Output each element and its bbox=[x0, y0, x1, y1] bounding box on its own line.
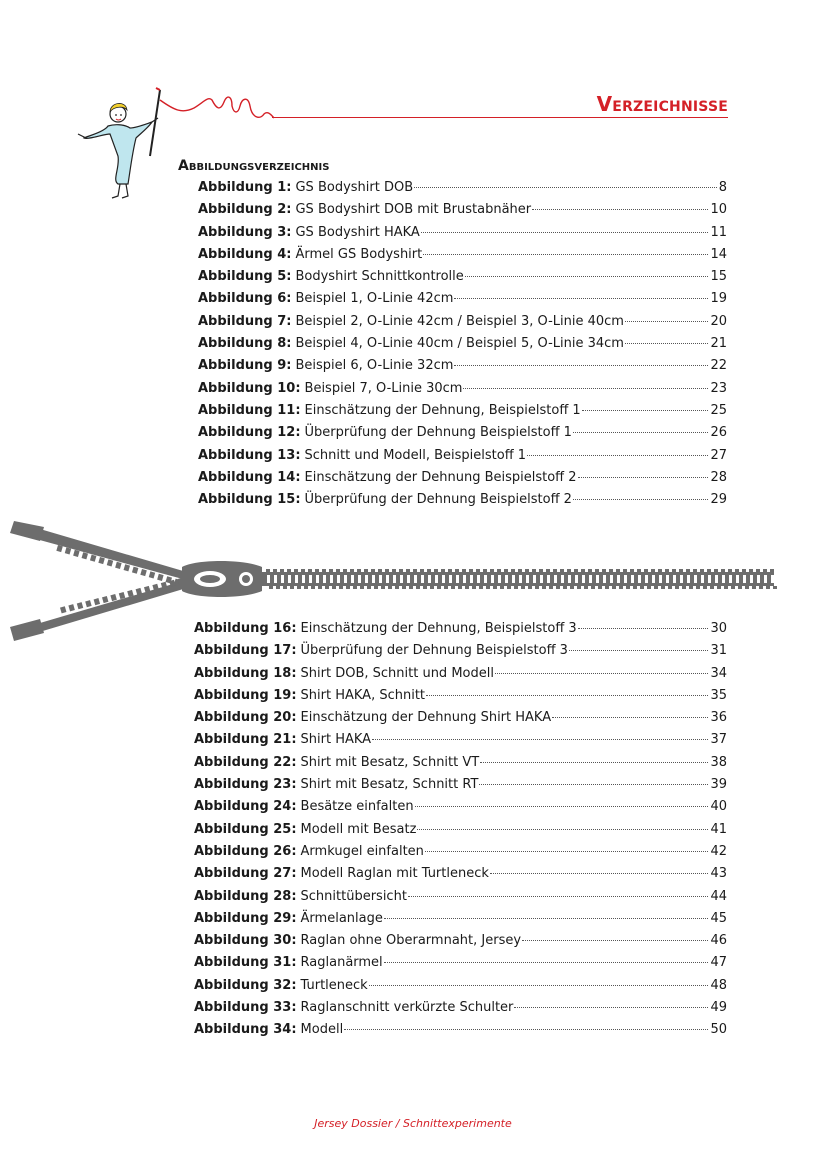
toc-leader bbox=[417, 829, 708, 830]
toc-entry-title: Überprüfung der Dehnung Beispielstoff 3 bbox=[300, 643, 568, 659]
toc-leader bbox=[573, 499, 709, 500]
toc-entry-page: 42 bbox=[710, 843, 727, 859]
toc-entry[interactable] bbox=[194, 688, 727, 710]
toc-entry[interactable] bbox=[198, 225, 727, 247]
toc-entry-label: Abbildung 3: bbox=[198, 224, 292, 240]
toc-leader bbox=[369, 985, 709, 986]
toc-entry-page: 50 bbox=[710, 1022, 727, 1038]
toc-entry-page: 21 bbox=[710, 336, 727, 352]
toc-entry[interactable] bbox=[198, 180, 727, 202]
toc-entry-page: 38 bbox=[710, 754, 727, 770]
toc-entry[interactable] bbox=[194, 822, 727, 844]
toc-entry-title: Modell mit Besatz bbox=[300, 821, 417, 837]
toc-entry[interactable] bbox=[194, 1000, 727, 1022]
toc-leader bbox=[480, 762, 708, 763]
toc-entry[interactable] bbox=[198, 314, 727, 336]
toc-entry[interactable] bbox=[198, 336, 727, 358]
toc-leader bbox=[425, 851, 709, 852]
toc-entry-page: 20 bbox=[710, 313, 727, 329]
toc-entry-title: Shirt HAKA bbox=[300, 732, 372, 748]
toc-leader bbox=[532, 209, 708, 210]
toc-entry-title: Raglanärmel bbox=[300, 955, 383, 971]
toc-entry-title: Modell Raglan mit Turtleneck bbox=[300, 866, 489, 882]
toc-entry-label: Abbildung 16: bbox=[194, 621, 297, 636]
toc-entry-title: Shirt mit Besatz, Schnitt VT bbox=[300, 754, 480, 770]
toc-entry-page: 41 bbox=[710, 821, 727, 837]
toc-entry-page: 36 bbox=[710, 710, 727, 726]
toc-entry-label: Abbildung 25: bbox=[194, 821, 297, 837]
toc-entry-title: Shirt DOB, Schnitt und Modell bbox=[300, 665, 494, 681]
toc-entry[interactable] bbox=[198, 381, 727, 403]
toc-entry-title: Schnittübersicht bbox=[300, 888, 407, 904]
footer-text: Jersey Dossier / Schnittexperimente bbox=[314, 1117, 512, 1130]
toc-entry-label: Abbildung 14: bbox=[198, 469, 301, 485]
toc-entry-label: Abbildung 6: bbox=[198, 291, 292, 307]
toc-entry-page: 47 bbox=[710, 955, 727, 971]
toc-entry[interactable] bbox=[198, 291, 727, 313]
toc-entry-label: Abbildung 23: bbox=[194, 777, 297, 793]
toc-entry-title: Raglan ohne Oberarmnaht, Jersey bbox=[300, 933, 522, 949]
toc-entry[interactable] bbox=[198, 403, 727, 425]
toc-entry-page: 29 bbox=[710, 492, 727, 508]
toc-leader bbox=[426, 695, 708, 696]
toc-entry-title: Shirt mit Besatz, Schnitt RT bbox=[300, 777, 479, 793]
toc-entry-page: 35 bbox=[710, 687, 727, 703]
toc-entry-label: Abbildung 1: bbox=[198, 180, 292, 195]
toc-leader bbox=[582, 410, 709, 411]
toc-leader bbox=[465, 276, 709, 277]
figure-list-top bbox=[198, 180, 727, 514]
toc-entry-title: Modell bbox=[300, 1022, 344, 1038]
toc-leader bbox=[344, 1029, 708, 1030]
toc-leader bbox=[454, 365, 708, 366]
toc-entry-label: Abbildung 24: bbox=[194, 799, 297, 815]
toc-entry-label: Abbildung 27: bbox=[194, 866, 297, 882]
toc-entry-title: Beispiel 7, O-Linie 30cm bbox=[304, 380, 463, 396]
toc-entry-page: 19 bbox=[710, 291, 727, 307]
toc-entry-title: Einschätzung der Dehnung Shirt HAKA bbox=[300, 710, 552, 726]
page-title: Verzeichnisse bbox=[596, 92, 728, 116]
toc-entry[interactable] bbox=[194, 844, 727, 866]
toc-entry-label: Abbildung 15: bbox=[198, 492, 301, 508]
figure-list-bottom bbox=[194, 621, 727, 1045]
toc-entry-page: 10 bbox=[710, 202, 727, 218]
toc-leader bbox=[578, 628, 709, 629]
toc-entry-page: 34 bbox=[710, 665, 727, 681]
toc-entry-label: Abbildung 30: bbox=[194, 933, 297, 949]
toc-entry-title: Ärmelanlage bbox=[300, 910, 383, 926]
toc-entry[interactable] bbox=[194, 955, 727, 977]
toc-entry-label: Abbildung 13: bbox=[198, 447, 301, 463]
toc-entry[interactable] bbox=[198, 202, 727, 224]
toc-entry-title: Überprüfung der Dehnung Beispielstoff 1 bbox=[304, 425, 572, 441]
toc-entry-label: Abbildung 22: bbox=[194, 754, 297, 770]
toc-entry-page: 31 bbox=[710, 643, 727, 659]
toc-entry-label: Abbildung 8: bbox=[198, 336, 292, 352]
toc-leader bbox=[514, 1007, 708, 1008]
toc-entry[interactable] bbox=[198, 470, 727, 492]
toc-entry-label: Abbildung 21: bbox=[194, 732, 297, 748]
toc-entry-label: Abbildung 29: bbox=[194, 910, 297, 926]
toc-entry[interactable] bbox=[194, 666, 727, 688]
toc-entry-label: Abbildung 20: bbox=[194, 710, 297, 726]
toc-entry-title: Beispiel 1, O-Linie 42cm bbox=[295, 291, 454, 307]
toc-entry-label: Abbildung 31: bbox=[194, 955, 297, 971]
toc-entry-label: Abbildung 12: bbox=[198, 425, 301, 441]
toc-entry-page: 30 bbox=[710, 621, 727, 636]
toc-entry-title: Turtleneck bbox=[300, 977, 368, 993]
toc-entry-title: Einschätzung der Dehnung, Beispielstoff 1 bbox=[304, 402, 581, 418]
toc-entry-title: Beispiel 2, O-Linie 42cm / Beispiel 3, O-Linie 40cm bbox=[295, 313, 624, 329]
toc-entry[interactable] bbox=[194, 777, 727, 799]
toc-entry-title: Schnitt und Modell, Beispielstoff 1 bbox=[304, 447, 527, 463]
toc-leader bbox=[372, 739, 708, 740]
toc-entry-label: Abbildung 2: bbox=[198, 202, 292, 218]
toc-entry-title: GS Bodyshirt DOB bbox=[295, 180, 414, 195]
toc-entry-page: 11 bbox=[710, 224, 727, 240]
toc-entry-title: Einschätzung der Dehnung, Beispielstoff 3 bbox=[300, 621, 577, 636]
toc-leader bbox=[552, 717, 708, 718]
toc-entry-label: Abbildung 4: bbox=[198, 246, 292, 262]
toc-entry-label: Abbildung 5: bbox=[198, 269, 292, 285]
toc-entry-label: Abbildung 7: bbox=[198, 313, 292, 329]
toc-entry-title: Armkugel einfalten bbox=[300, 843, 424, 859]
toc-entry[interactable] bbox=[198, 269, 727, 291]
toc-leader bbox=[421, 232, 709, 233]
toc-entry[interactable] bbox=[194, 710, 727, 732]
toc-entry-label: Abbildung 18: bbox=[194, 665, 297, 681]
toc-entry-title: Überprüfung der Dehnung Beispielstoff 2 bbox=[304, 492, 572, 508]
toc-leader bbox=[573, 432, 709, 433]
toc-entry-label: Abbildung 11: bbox=[198, 402, 301, 418]
toc-entry-page: 48 bbox=[710, 977, 727, 993]
toc-entry-page: 49 bbox=[710, 1000, 727, 1016]
toc-entry-title: Besätze einfalten bbox=[300, 799, 414, 815]
section-heading: Abbildungsverzeichnis bbox=[178, 158, 330, 174]
toc-entry[interactable] bbox=[194, 911, 727, 933]
toc-leader bbox=[495, 673, 708, 674]
toc-entry-page: 39 bbox=[710, 777, 727, 793]
toc-entry-page: 37 bbox=[710, 732, 727, 748]
toc-entry-page: 25 bbox=[710, 402, 727, 418]
toc-entry[interactable] bbox=[194, 621, 727, 643]
toc-entry-page: 45 bbox=[710, 910, 727, 926]
toc-entry[interactable] bbox=[198, 492, 727, 514]
toc-leader bbox=[569, 650, 709, 651]
toc-entry[interactable] bbox=[194, 755, 727, 777]
toc-entry[interactable] bbox=[198, 448, 727, 470]
toc-leader bbox=[522, 940, 708, 941]
toc-leader bbox=[527, 455, 708, 456]
toc-entry-page: 27 bbox=[710, 447, 727, 463]
toc-entry-page: 22 bbox=[710, 358, 727, 374]
toc-leader bbox=[490, 873, 709, 874]
toc-leader bbox=[578, 477, 709, 478]
toc-entry-label: Abbildung 10: bbox=[198, 380, 301, 396]
toc-leader bbox=[423, 254, 708, 255]
toc-leader bbox=[415, 806, 709, 807]
toc-leader bbox=[414, 187, 717, 188]
toc-entry-page: 28 bbox=[710, 469, 727, 485]
toc-entry-page: 26 bbox=[710, 425, 727, 441]
toc-entry-title: Beispiel 4, O-Linie 40cm / Beispiel 5, O-Linie 34cm bbox=[295, 336, 624, 352]
toc-entry-page: 15 bbox=[710, 269, 727, 285]
toc-leader bbox=[479, 784, 708, 785]
toc-leader bbox=[454, 298, 708, 299]
toc-entry-label: Abbildung 34: bbox=[194, 1022, 297, 1038]
toc-entry[interactable] bbox=[194, 732, 727, 754]
toc-entry[interactable] bbox=[198, 247, 727, 269]
toc-entry-title: Raglanschnitt verkürzte Schulter bbox=[300, 1000, 514, 1016]
toc-entry-page: 46 bbox=[710, 933, 727, 949]
toc-entry[interactable] bbox=[194, 978, 727, 1000]
toc-leader bbox=[625, 321, 708, 322]
toc-entry-title: Ärmel GS Bodyshirt bbox=[295, 246, 423, 262]
toc-entry[interactable] bbox=[198, 425, 727, 447]
toc-entry[interactable] bbox=[194, 866, 727, 888]
toc-entry-page: 40 bbox=[710, 799, 727, 815]
toc-entry-title: Bodyshirt Schnittkontrolle bbox=[295, 269, 464, 285]
toc-entry-page: 14 bbox=[710, 246, 727, 262]
toc-entry-label: Abbildung 32: bbox=[194, 977, 297, 993]
toc-entry-label: Abbildung 19: bbox=[194, 687, 297, 703]
toc-leader bbox=[625, 343, 708, 344]
toc-entry[interactable] bbox=[194, 799, 727, 821]
toc-entry-title: Shirt HAKA, Schnitt bbox=[300, 687, 426, 703]
toc-entry-page: 8 bbox=[718, 180, 727, 195]
toc-entry[interactable] bbox=[194, 1022, 727, 1044]
toc-entry[interactable] bbox=[198, 358, 727, 380]
toc-entry-label: Abbildung 28: bbox=[194, 888, 297, 904]
toc-leader bbox=[384, 918, 709, 919]
toc-entry-page: 23 bbox=[710, 380, 727, 396]
toc-entry[interactable] bbox=[194, 643, 727, 665]
toc-leader bbox=[408, 896, 709, 897]
toc-leader bbox=[463, 388, 708, 389]
toc-entry-label: Abbildung 33: bbox=[194, 1000, 297, 1016]
toc-leader bbox=[384, 962, 709, 963]
toc-entry-title: Beispiel 6, O-Linie 32cm bbox=[295, 358, 454, 374]
toc-entry-page: 44 bbox=[710, 888, 727, 904]
header-rule bbox=[272, 117, 728, 118]
toc-entry-title: GS Bodyshirt DOB mit Brustabnäher bbox=[295, 202, 532, 218]
toc-entry-label: Abbildung 9: bbox=[198, 358, 292, 374]
toc-entry-title: Einschätzung der Dehnung Beispielstoff 2 bbox=[304, 469, 577, 485]
toc-entry-title: GS Bodyshirt HAKA bbox=[295, 224, 420, 240]
toc-entry[interactable] bbox=[194, 933, 727, 955]
toc-entry-label: Abbildung 26: bbox=[194, 843, 297, 859]
toc-entry[interactable] bbox=[194, 889, 727, 911]
toc-entry-page: 43 bbox=[710, 866, 727, 882]
toc-entry-label: Abbildung 17: bbox=[194, 643, 297, 659]
